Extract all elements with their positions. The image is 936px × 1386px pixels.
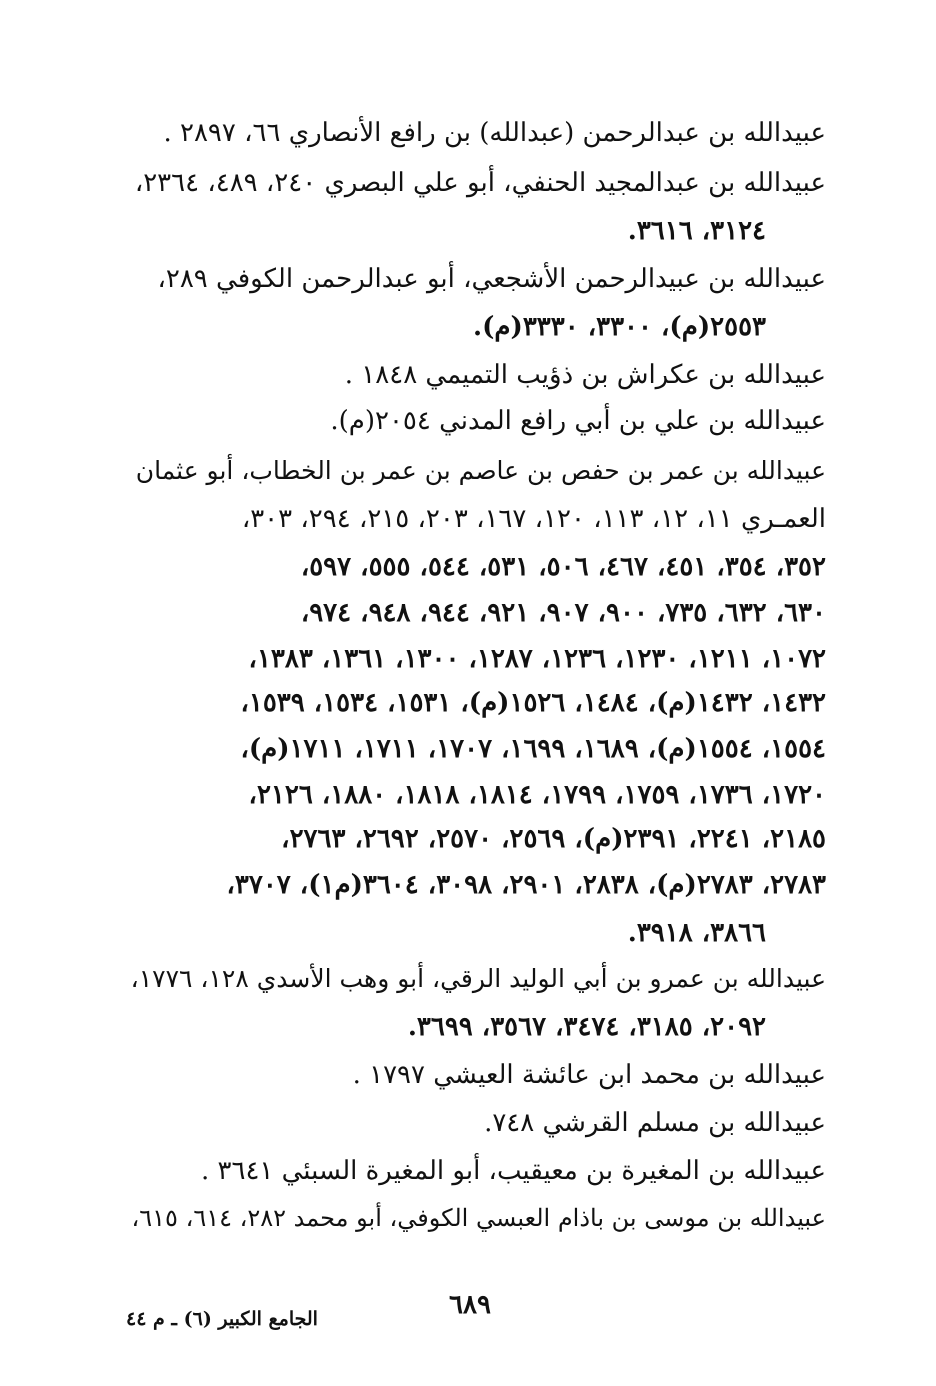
entry-ubaydallah-bin-amr-line1: عبيدالله بن عمرو بن أبي الوليد الرقي، أبو وهب الأسدي ١٢٨، ١٧٧٦، <box>130 964 826 993</box>
entry-ubaydallah-bin-musa: عبيدالله بن موسى بن باذام العبسي الكوفي، أبو محمد ٢٨٢، ٦١٤، ٦١٥، <box>131 1204 826 1232</box>
entry-ubaydallah-bin-abdulmajid-line1: عبيدالله بن عبدالمجيد الحنفي، أبو علي البصري ٢٤٠، ٤٨٩، ٢٣٦٤، <box>134 168 826 198</box>
entry-ubaydallah-bin-umar-line7: ١٥٥٤، ١٥٥٤(م)، ١٦٨٩، ١٦٩٩، ١٧٠٧، ١٧١١، ١٧١١(م)، <box>240 734 826 764</box>
entry-ubaydallah-bin-muslim: عبيدالله بن مسلم القرشي ٧٤٨. <box>484 1108 826 1138</box>
entry-ubaydallah-bin-umar-line8: ١٧٢٠، ١٧٣٦، ١٧٥٩، ١٧٩٩، ١٨١٤، ١٨١٨، ١٨٨٠، ٢١٢٦، <box>248 780 826 810</box>
entry-ubaydallah-bin-abdulmajid-line2: ٣١٢٤، ٣٦١٦. <box>627 216 766 246</box>
entry-ubaydallah-bin-muhammad: عبيدالله بن محمد ابن عائشة العيشي ١٧٩٧ . <box>352 1060 826 1090</box>
entry-ubaydallah-bin-umar-line5: ١٠٧٢، ١٢١١، ١٢٣٠، ١٢٣٦، ١٢٨٧، ١٣٠٠، ١٣٦١، ١٣٨٣، <box>248 644 826 674</box>
entry-ubaydallah-bin-umar-line6: ١٤٣٢، ١٤٣٢(م)، ١٤٨٤، ١٥٢٦(م)، ١٥٣١، ١٥٣٤، ١٥٣٩، <box>240 688 826 718</box>
entry-ubaydallah-bin-ubaydalrahman-line1: عبيدالله بن عبيدالرحمن الأشجعي، أبو عبدالرحمن الكوفي ٢٨٩، <box>157 264 826 294</box>
entry-ubaydallah-bin-umar-line10: ٢٧٨٣، ٢٧٨٣(م)، ٢٨٣٨، ٢٩٠١، ٣٠٩٨، ٣٦٠٤(م١)، ٣٧٠٧، <box>226 870 826 900</box>
entry-ubaydallah-bin-umar-line11: ٣٨٦٦، ٣٩١٨. <box>627 918 766 948</box>
printer-signature: الجامع الكبير (٦) ـ م ٤٤ <box>126 1308 318 1330</box>
entry-ubaydallah-bin-umar-line3: ٣٥٢، ٣٥٤، ٤٥١، ٤٦٧، ٥٠٦، ٥٣١، ٥٤٤، ٥٥٥، ٥٩٧، <box>300 552 826 582</box>
entry-ubaydallah-bin-umar-line2: العمـري ١١، ١٢، ١١٣، ١٢٠، ١٦٧، ٢٠٣، ٢١٥، ٢٩٤، ٣٠٣، <box>241 504 826 534</box>
entry-ubaydallah-bin-ali: عبيدالله بن علي بن أبي رافع المدني ٢٠٥٤(م). <box>330 406 826 436</box>
page-number: ٦٨٩ <box>449 1290 491 1320</box>
entry-ubaydallah-bin-umar-line4: ٦٣٠، ٦٣٢، ٧٣٥، ٩٠٠، ٩٠٧، ٩٢١، ٩٤٤، ٩٤٨، ٩٧٤، <box>300 598 826 628</box>
entry-ubaydallah-bin-abdulrahman-ansari: عبيدالله بن عبدالرحمن (عبدالله) بن رافع الأنصاري ٦٦، ٢٨٩٧ . <box>163 118 826 148</box>
entry-ubaydallah-bin-mughira: عبيدالله بن المغيرة بن معيقيب، أبو المغيرة السبئي ٣٦٤١ . <box>200 1156 826 1186</box>
entry-ubaydallah-bin-umar-line9: ٢١٨٥، ٢٢٤١، ٢٣٩١(م)، ٢٥٦٩، ٢٥٧٠، ٢٦٩٢، ٢٧٦٣، <box>281 824 826 854</box>
entry-ubaydallah-bin-ikrash: عبيدالله بن عكراش بن ذؤيب التميمي ١٨٤٨ . <box>344 360 826 390</box>
entry-ubaydallah-bin-amr-line2: ٢٠٩٢، ٣١٨٥، ٣٤٧٤، ٣٥٦٧، ٣٦٩٩. <box>407 1012 766 1042</box>
entry-ubaydallah-bin-umar-line1: عبيدالله بن عمر بن حفص بن عاصم بن عمر بن الخطاب، أبو عثمان <box>135 456 826 485</box>
entry-ubaydallah-bin-ubaydalrahman-line2: ٢٥٥٣(م)، ٣٣٠٠، ٣٣٣٠(م). <box>473 312 766 342</box>
